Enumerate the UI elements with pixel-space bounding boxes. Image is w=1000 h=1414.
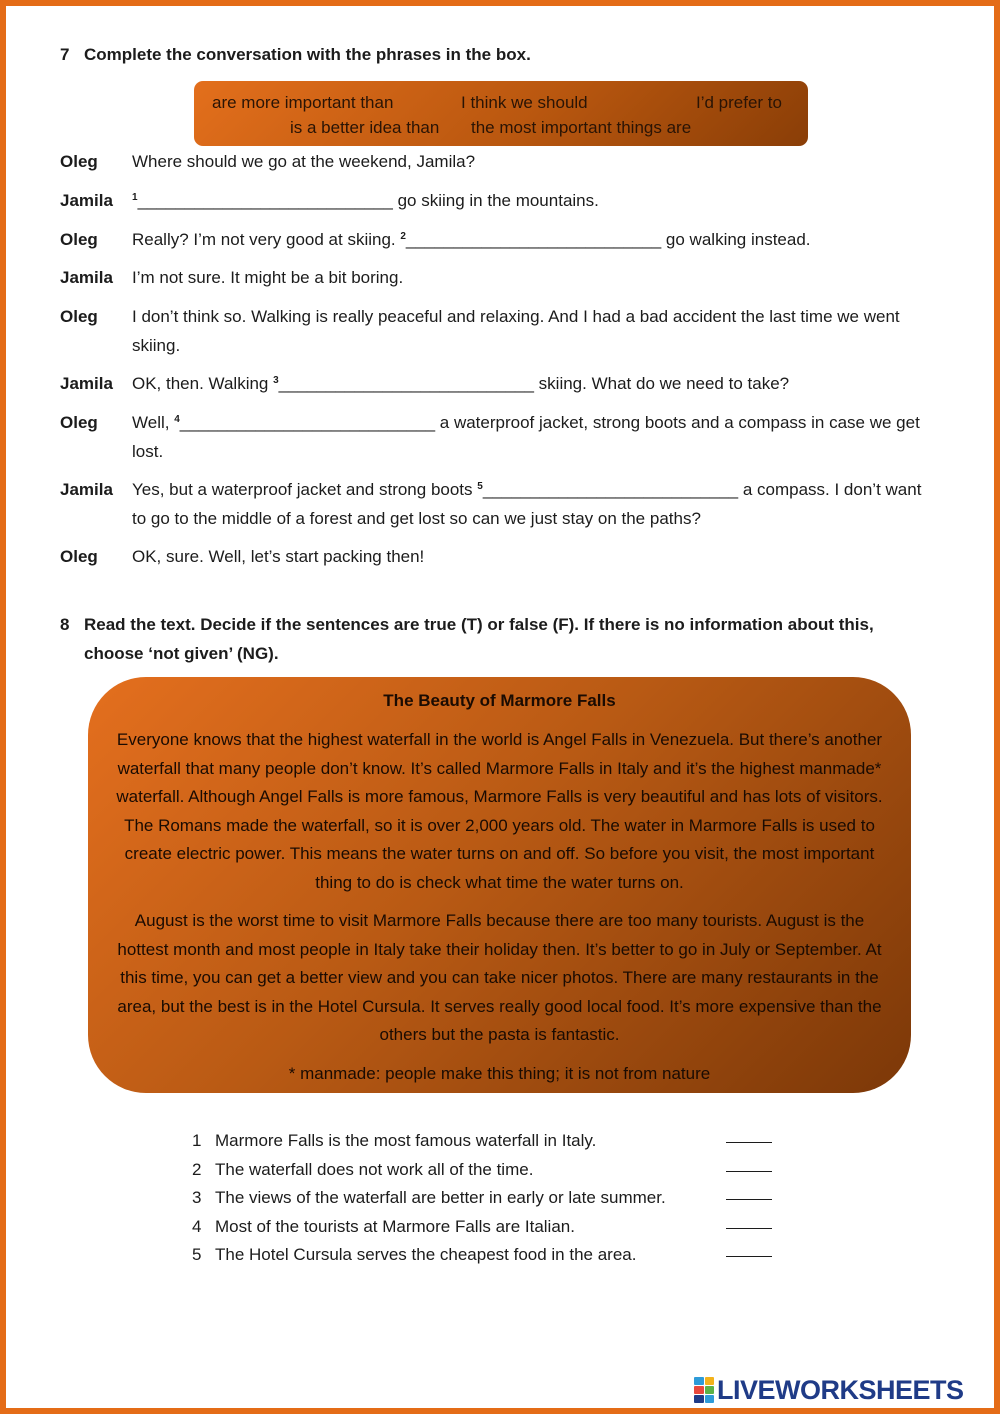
speaker-name: Oleg [60,230,98,249]
speaker-name: Oleg [60,413,98,432]
speaker-name: Oleg [60,307,98,326]
dialogue-line [60,476,940,533]
dialogue-line [60,187,940,216]
phrase-item[interactable]: the most important things are [471,118,692,137]
answer-gap-3[interactable]: ___________________________ [278,374,534,393]
speech-text-part: I’m not sure. It might be a bit boring. [132,268,404,287]
answer-blank[interactable] [726,1199,772,1200]
speaker-name: Oleg [60,152,98,171]
statement-text: The waterfall does not work all of the time. [215,1160,534,1179]
liveworksheets-logo-text: LIVEWORKSHEETS [717,1374,964,1405]
speech-text-part: Really? I’m not very good at skiing. [132,230,401,249]
phrase-item[interactable]: I’d prefer to [696,93,782,112]
speaker-name: Oleg [60,547,98,566]
statement-number: 5 [192,1245,202,1264]
speech-text-part: go walking instead. [661,230,811,249]
speech-text-part: OK, sure. Well, let’s start packing then! [132,547,425,566]
gap-number: 4 [174,414,180,425]
gap-number: 3 [273,375,279,386]
reading-footnote: * manmade: people make this thing; it is not from nature [288,1064,711,1083]
speech-text-part: Yes, but a waterproof jacket and strong boots [132,480,478,499]
dialogue-line [60,409,940,466]
phrase-item[interactable]: I think we should [461,93,588,112]
answer-gap-5[interactable]: ___________________________ [482,480,739,499]
answer-gap-4[interactable]: ___________________________ [179,413,436,432]
speaker-name: Jamila [60,480,113,499]
speech-text [132,370,940,399]
speech-text-part: go skiing in the mountains. [392,191,599,210]
reading-title: The Beauty of Marmore Falls [383,691,616,710]
speech-text [132,543,940,572]
statement-text: The views of the waterfall are better in early or late summer. [215,1188,666,1207]
phrase-item[interactable]: are more important than [212,93,394,112]
speaker-name: Jamila [60,191,113,210]
question-instruction: Complete the conversation with the phrases in the box. [84,45,531,64]
answer-gap-2[interactable]: ___________________________ [405,230,662,249]
speech-text [132,303,940,360]
answer-blank[interactable] [726,1256,772,1257]
speech-text-part: skiing. What do we need to take? [533,374,790,393]
speech-text [132,476,940,533]
speaker-name: Jamila [60,268,113,287]
gap-number: 5 [477,481,483,492]
dialogue-line [60,226,940,255]
reading-text-box [88,677,911,1093]
statement-number: 1 [192,1131,202,1150]
dialogue-line [60,370,940,399]
gap-number: 1 [132,192,138,203]
liveworksheets-logo [694,1376,964,1404]
speech-text [132,148,940,177]
statement-text: Most of the tourists at Marmore Falls are Italian. [215,1217,575,1236]
liveworksheets-logo-icon [694,1377,714,1403]
statement-text: Marmore Falls is the most famous waterfall in Italy. [215,1131,597,1150]
answer-blank[interactable] [726,1142,772,1143]
question-number: 7 [60,45,70,64]
speech-text [132,264,940,293]
question-7-heading [60,40,920,69]
statement-number: 3 [192,1188,202,1207]
question-instruction: Read the text. Decide if the sentences are true (T) or false (F). If there is no information about this, choose ‘not given’ (NG). [84,615,874,663]
answer-blank[interactable] [726,1171,772,1172]
dialogue-line [60,303,940,360]
speech-text-part: a waterproof jacket, strong boots and a compass in case we get lost. [132,413,920,461]
speech-text-part: Where should we go at the weekend, Jamila? [132,152,476,171]
statement-text: The Hotel Cursula serves the cheapest food in the area. [215,1245,637,1264]
phrase-item[interactable]: is a better idea than [290,118,440,137]
speech-text-part: a compass. I don’t want to go to the middle of a forest and get lost so can we just stay on the paths? [132,480,922,528]
dialogue-line [60,543,940,572]
speech-text-part: I don’t think so. Walking is really peaceful and relaxing. And I had a bad accident the last time we went skiing. [132,307,900,355]
statement-number: 4 [192,1217,202,1236]
reading-paragraph: Everyone knows that the highest waterfall in the world is Angel Falls in Venezuela. But there’s another waterfall that many people don’t know. It’s called Marmore Falls in Italy and it’s the highest manmade* waterfall. Although Angel Falls is more famous, Marmore Falls is very beautiful and has lots of visitors. The Romans made the waterfall, so it is over 2,000 years old. The water in Marmore Falls is used to create electric power. This means the water turns on and off. So before you visit, the most important thing to do is check what time the water turns on. [116,730,883,892]
question-number: 8 [60,615,70,634]
speech-text-part: OK, then. Walking [132,374,274,393]
speech-text-part: Well, [132,413,175,432]
speaker-name: Jamila [60,374,113,393]
answer-blank[interactable] [726,1228,772,1229]
question-8-heading [60,610,920,668]
speech-text [132,409,940,466]
reading-paragraph: August is the worst time to visit Marmore Falls because there are too many tourists. August is the hottest month and most people in Italy take their holiday then. It’s better to go in July or September. At this time, you can get a better view and you can take nicer photos. There are many restaurants in the area, but the best is in the Hotel Cursula. It serves really good local food. It’s more expensive than the others but the pasta is fantastic. [117,911,882,1045]
answer-gap-1[interactable]: ___________________________ [137,191,393,210]
statement-number: 2 [192,1160,202,1179]
dialogue-line [60,264,940,293]
speech-text [132,226,940,255]
phrase-box [194,81,808,146]
gap-number: 2 [400,231,406,242]
speech-text [132,187,940,216]
dialogue-line [60,148,940,177]
